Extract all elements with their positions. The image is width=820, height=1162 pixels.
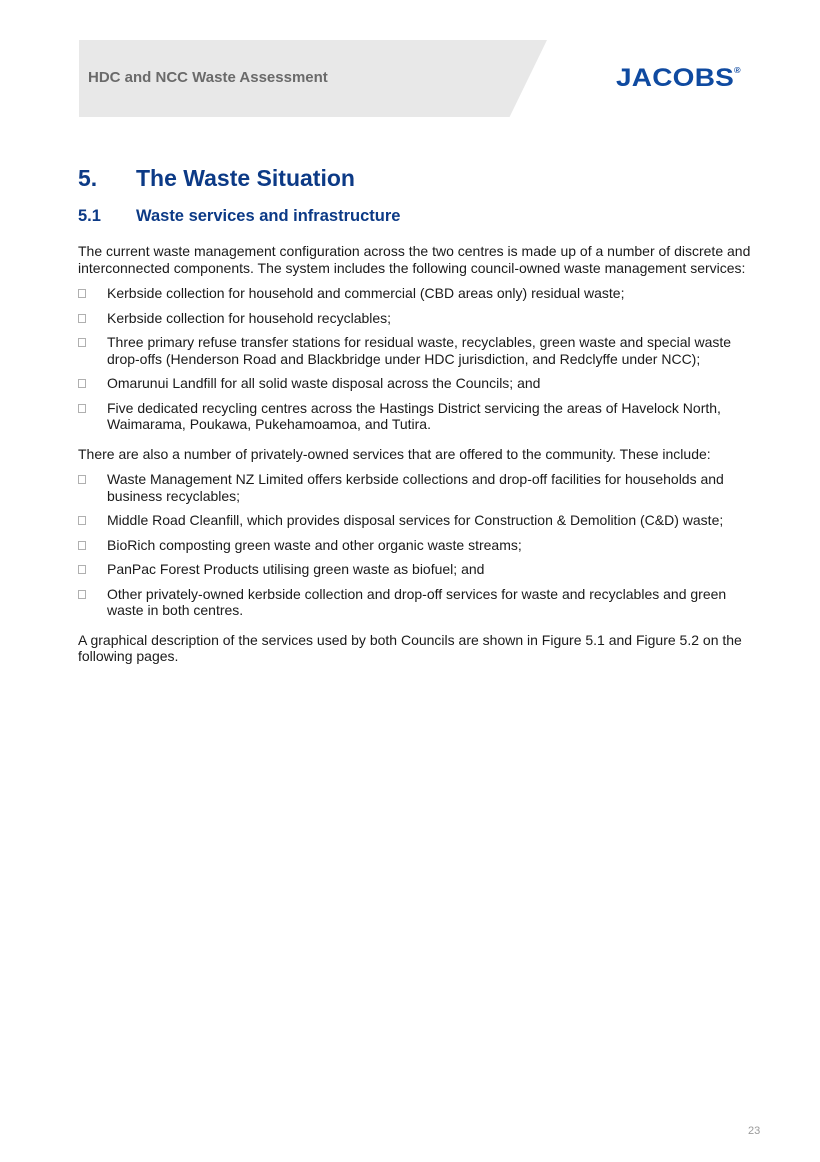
subsection-title: Waste services and infrastructure — [136, 207, 401, 225]
subsection-heading — [78, 207, 400, 226]
bullet-icon — [78, 338, 86, 347]
council-services-list — [78, 285, 760, 433]
list-item: Five dedicated recycling centres across the Hastings District servicing the areas of Havelock North, Waimarama, Poukawa, Pukehamoamoa, and Tutira. — [78, 400, 760, 433]
page-number: 23 — [748, 1125, 761, 1137]
intro-paragraph: The current waste management configuration across the two centres is made up of a number of discrete and interconnected components. The system includes the following council-owned waste management services: — [78, 243, 751, 276]
jacobs-logo — [616, 64, 741, 93]
list-item: Kerbside collection for household and commercial (CBD areas only) residual waste; — [78, 285, 760, 302]
list-item: BioRich composting green waste and other organic waste streams; — [78, 537, 760, 554]
bullet-icon — [78, 590, 86, 599]
list-item: Three primary refuse transfer stations for residual waste, recyclables, green waste and special waste drop-offs (Henderson Road and Blackbridge under HDC jurisdiction, and Redclyffe under NCC); — [78, 334, 760, 367]
list-item: Omarunui Landfill for all solid waste disposal across the Councils; and — [78, 375, 760, 392]
bullet-icon — [78, 404, 86, 413]
section-title: The Waste Situation — [136, 165, 355, 191]
bullet-icon — [78, 516, 86, 525]
registered-mark: ® — [734, 66, 741, 75]
list-item: Middle Road Cleanfill, which provides disposal services for Construction & Demolition (C&D) waste; — [78, 512, 760, 529]
private-services-list — [78, 471, 760, 619]
closing-paragraph: A graphical description of the services used by both Councils are shown in Figure 5.1 and Figure 5.2 on the following pages. — [78, 631, 742, 664]
document-title: HDC and NCC Waste Assessment — [88, 69, 328, 86]
bullet-icon — [78, 541, 86, 550]
subsection-number: 5.1 — [78, 207, 101, 225]
section-number: 5. — [78, 165, 98, 191]
body-content — [78, 243, 760, 674]
bullet-icon — [78, 379, 86, 388]
bullet-icon — [78, 314, 86, 323]
bullet-icon — [78, 475, 86, 484]
bullet-icon — [78, 565, 86, 574]
section-heading — [78, 165, 355, 192]
list-item: Other privately-owned kerbside collection and drop-off services for waste and recyclables and green waste in both centres. — [78, 586, 760, 619]
list-item: Kerbside collection for household recyclables; — [78, 310, 760, 327]
bullet-icon — [78, 289, 86, 298]
list-item: Waste Management NZ Limited offers kerbside collections and drop-off facilities for households and business recyclables; — [78, 471, 760, 504]
list-item: PanPac Forest Products utilising green waste as biofuel; and — [78, 561, 760, 578]
logo-text: JACOBS — [616, 64, 735, 92]
private-intro-paragraph: There are also a number of privately-owned services that are offered to the community. These include: — [78, 445, 711, 462]
